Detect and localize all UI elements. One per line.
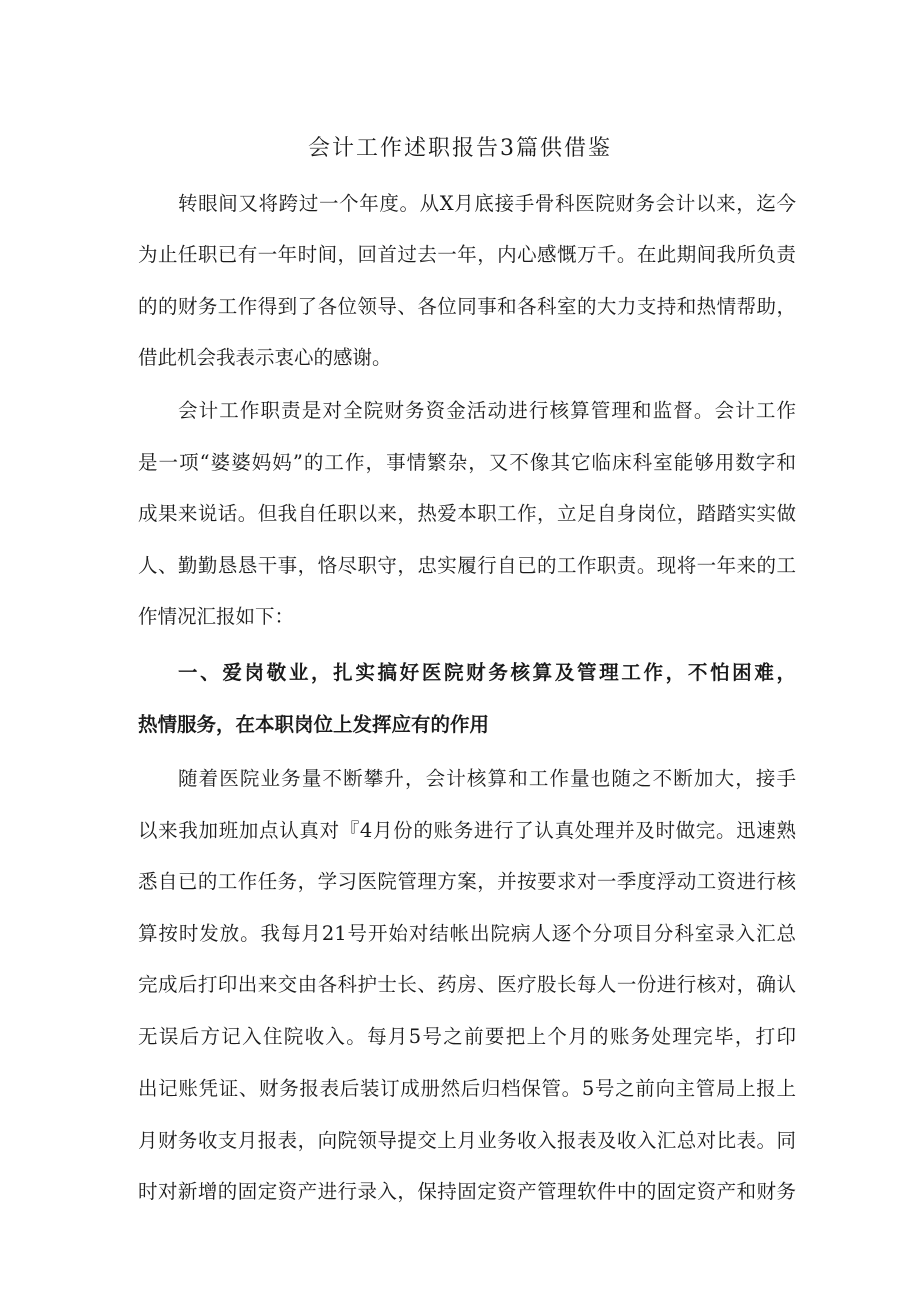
paragraph-line: 出记账凭证、财务报表后装订成册然后归档保管。5号之前向主管局上报上 (138, 1077, 796, 1100)
paragraph-line: 是一项“婆婆妈妈”的工作，事情繁杂，又不像其它临床科室能够用数字和 (138, 451, 796, 474)
paragraph-line: 无误后方记入住院收入。每月5号之前要把上个月的账务处理完毕，打印 (138, 1025, 796, 1048)
paragraph-line: 随着医院业务量不断攀升，会计核算和工作量也随之不断加大，接手 (178, 767, 796, 790)
paragraph-line: 算按时发放。我每月21号开始对结帐出院病人逐个分项目分科室录入汇总 (138, 922, 796, 945)
paragraph-line: 时对新增的固定资产进行录入，保持固定资产管理软件中的固定资产和财务 (138, 1180, 796, 1203)
paragraph-line: 完成后打印出来交由各科护士长、药房、医疗股长每人一份进行核对，确认 (138, 973, 796, 996)
document-title: 会计工作述职报告3篇供借鉴 (308, 136, 612, 161)
paragraph-line: 会计工作职责是对全院财务资金活动进行核算管理和监督。会计工作 (178, 399, 796, 422)
paragraph-line: 作情况汇报如下： (138, 605, 295, 628)
paragraph-line: 转眼间又将跨过一个年度。从X月底接手骨科医院财务会计以来，迄今 (178, 192, 796, 215)
paragraph-line: 以来我加班加点认真对『4月份的账务进行了认真处理并及时做完。迅速熟 (138, 819, 796, 842)
paragraph-line: 为止任职已有一年时间，回首过去一年，内心感慨万千。在此期间我所负责 (138, 243, 796, 266)
paragraph-line: 成果来说话。但我自任职以来，热爱本职工作，立足自身岗位，踏踏实实做 (138, 502, 796, 525)
paragraph-line: 的的财务工作得到了各位领导、各位同事和各科室的大力支持和热情帮助， (138, 295, 796, 318)
paragraph-line: 悉自已的工作任务，学习医院管理方案，并按要求对一季度浮动工资进行核 (138, 870, 796, 893)
paragraph-line: 月财务收支月报表，向院领导提交上月业务收入报表及收入汇总对比表。同 (138, 1129, 796, 1152)
paragraph-line: 人、勤勤恳恳干事，恪尽职守，忠实履行自已的工作职责。现将一年来的工 (138, 554, 796, 577)
paragraph-line: 借此机会我表示衷心的感谢。 (138, 346, 392, 369)
heading-line: 一、爱岗敬业，扎实搞好医院财务核算及管理工作，不怕困难， (178, 661, 796, 684)
heading-line: 热情服务，在本职岗位上发挥应有的作用 (138, 713, 490, 736)
